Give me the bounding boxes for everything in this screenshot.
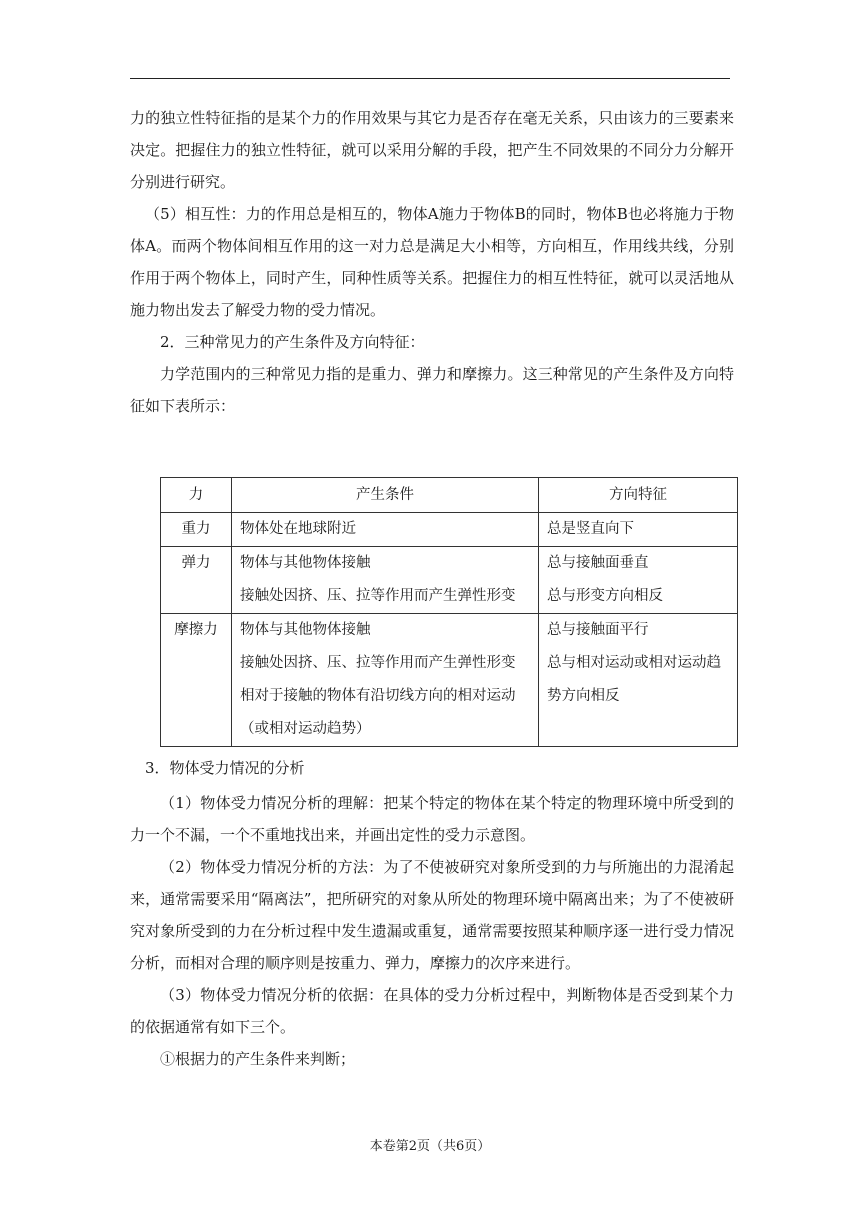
condition-line: 物体与其他物体接触 [240,555,371,571]
force-name: 摩擦力 [161,614,232,747]
conditions-cell [232,614,539,747]
condition-line: 物体与其他物体接触 [240,622,371,638]
conditions-cell [232,547,539,614]
condition-line: （或相对运动趋势） [240,721,371,737]
condition-line: 接触处因挤、压、拉等作用而产生弹性形变 [240,588,516,604]
paragraph-analysis-method: （2）物体受力情况分析的方法：为了不使被研究对象所受到的力与所施出的力混淆起来，通常需要采用“隔离法”，把所研究的对象从所处的物理环境中隔离出来；为了不使被研究对象所受到的力在分析过程中发生遗漏或重复，通常需要按照某种顺序逐一进行受力情况分析，而相对合理的顺序则是按重力、弹力，摩擦力的次序来进行。 [130,858,734,972]
table-row-friction [161,614,738,747]
paragraph-mutuality: （5）相互性：力的作用总是相互的，物体A施力于物体B的同时，物体B也必将施力于物体A。而两个物体间相互作用的这一对力总是满足大小相等，方向相互，作用线共线，分别作用于两个物体上，同时产生，同种性质等关系。把握住力的相互性特征，就可以灵活地从施力物出发去了解受力物的受力情况。 [130,205,734,319]
direction-line: 总与相对运动或相对运动趋 [547,655,721,671]
table-header-row [161,478,738,513]
forces-table [160,477,738,747]
header-rule [130,78,730,79]
paragraph-independence: 力的独立性特征指的是某个力的作用效果与其它力是否存在毫无关系，只由该力的三要素来决定。把握住力的独立性特征，就可以采用分解的手段，把产生不同效果的不同分力分解开分别进行研究。 [130,109,734,191]
condition-line: 相对于接触的物体有沿切线方向的相对运动 [240,688,516,704]
paragraph-basis-item-1: ①根据力的产生条件来判断； [160,1050,356,1068]
condition-line: 物体处在地球附近 [240,521,356,537]
paragraph-analysis-understanding: （1）物体受力情况分析的理解：把某个特定的物体在某个特定的物理环境中所受到的力一个不漏，一个不重地找出来，并画出定性的受力示意图。 [130,794,734,844]
page-footer: 本卷第2页（共6页） [369,1139,491,1154]
section-heading-force-analysis: 3．物体受力情况的分析 [145,759,305,777]
header-directions: 方向特征 [539,478,738,513]
direction-line: 总与接触面平行 [547,622,649,638]
directions-cell [539,614,738,747]
table-row-elastic [161,547,738,614]
header-force: 力 [161,478,232,513]
direction-line: 势方向相反 [547,688,620,704]
table-row-gravity [161,513,738,547]
section-heading-common-forces: 2．三种常见力的产生条件及方向特征： [160,333,425,351]
force-name: 弹力 [161,547,232,614]
paragraph-analysis-basis: （3）物体受力情况分析的依据：在具体的受力分析过程中，判断物体是否受到某个力的依据通常有如下三个。 [130,986,734,1036]
direction-line: 总与形变方向相反 [547,588,663,604]
paragraph-common-forces-intro: 力学范围内的三种常见力指的是重力、弹力和摩擦力。这三种常见的产生条件及方向特征如下表所示： [130,365,734,415]
conditions-cell [232,513,539,547]
direction-line: 总与接触面垂直 [547,555,649,571]
direction-line: 总是竖直向下 [547,521,634,537]
force-name: 重力 [161,513,232,547]
directions-cell [539,513,738,547]
header-conditions: 产生条件 [232,478,539,513]
condition-line: 接触处因挤、压、拉等作用而产生弹性形变 [240,655,516,671]
directions-cell [539,547,738,614]
